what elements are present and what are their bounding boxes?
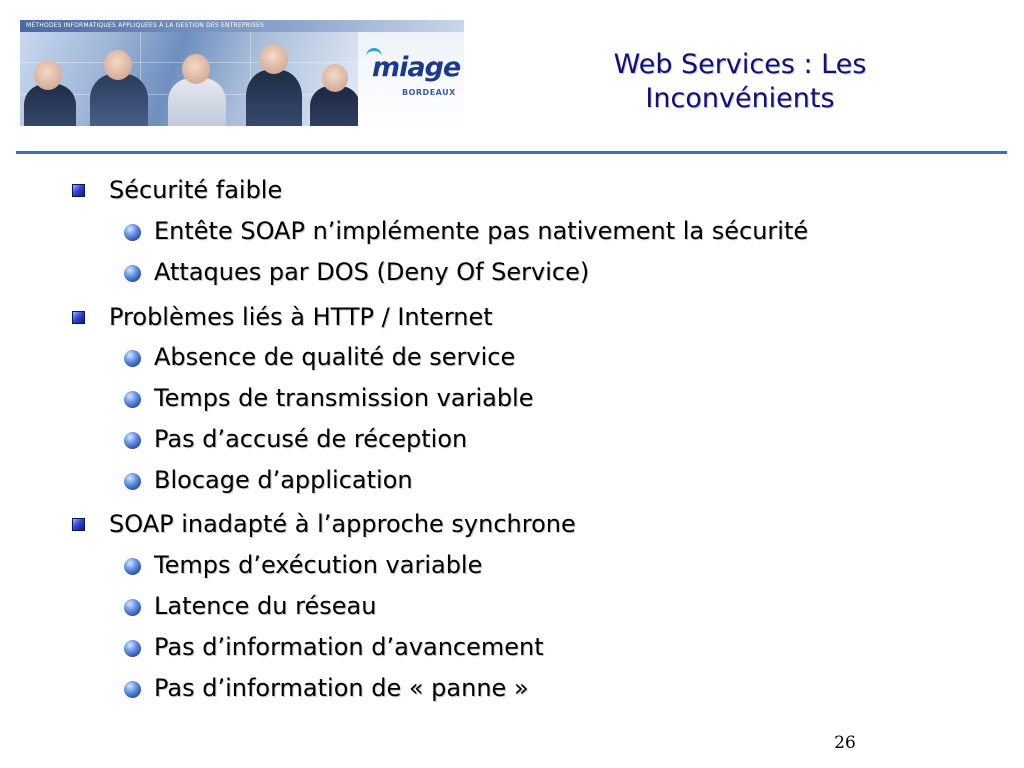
banner-strip: MÉTHODES INFORMATIQUES APPLIQUÉES À LA GESTION DES ENTREPRISES xyxy=(20,20,464,32)
banner-photo xyxy=(20,32,358,126)
miage-logo xyxy=(358,32,464,126)
sphere-bullet-icon xyxy=(124,432,141,449)
list-item: Entête SOAP n’implémente pas nativement la sécurité xyxy=(154,217,809,245)
sphere-bullet-icon xyxy=(124,391,141,408)
sphere-bullet-icon xyxy=(124,350,141,367)
sphere-bullet-icon xyxy=(124,558,141,575)
sphere-bullet-icon xyxy=(124,640,141,657)
section-heading: Sécurité faible xyxy=(109,176,283,204)
list-item: Latence du réseau xyxy=(154,592,377,620)
square-bullet-icon xyxy=(72,184,85,197)
sphere-bullet-icon xyxy=(124,265,141,282)
list-item: Absence de qualité de service xyxy=(154,343,516,371)
sphere-bullet-icon xyxy=(124,599,141,616)
list-item: Pas d’information d’avancement xyxy=(154,633,544,661)
list-item: Temps de transmission variable xyxy=(154,384,534,412)
square-bullet-icon xyxy=(72,518,85,531)
list-item: Temps d’exécution variable xyxy=(154,551,483,579)
list-item: Blocage d’application xyxy=(154,466,413,494)
sphere-bullet-icon xyxy=(124,681,141,698)
header-banner xyxy=(20,20,464,126)
slide-title xyxy=(560,48,920,116)
slide-title-line1: Web Services : Les xyxy=(613,49,867,80)
sphere-bullet-icon xyxy=(124,224,141,241)
section-heading: Problèmes liés à HTTP / Internet xyxy=(109,303,493,331)
sphere-bullet-icon xyxy=(124,473,141,490)
logo-subtext: BORDEAUX xyxy=(402,88,456,97)
slide-title-line2: Inconvénients xyxy=(645,83,835,114)
list-item: Pas d’accusé de réception xyxy=(154,425,468,453)
section-heading: SOAP inadapté à l’approche synchrone xyxy=(109,510,576,538)
square-bullet-icon xyxy=(72,311,85,324)
page-number: 26 xyxy=(834,733,856,753)
logo-text: miage xyxy=(372,52,461,83)
title-divider xyxy=(16,151,1007,154)
list-item: Attaques par DOS (Deny Of Service) xyxy=(154,258,590,286)
list-item: Pas d’information de « panne » xyxy=(154,674,529,702)
